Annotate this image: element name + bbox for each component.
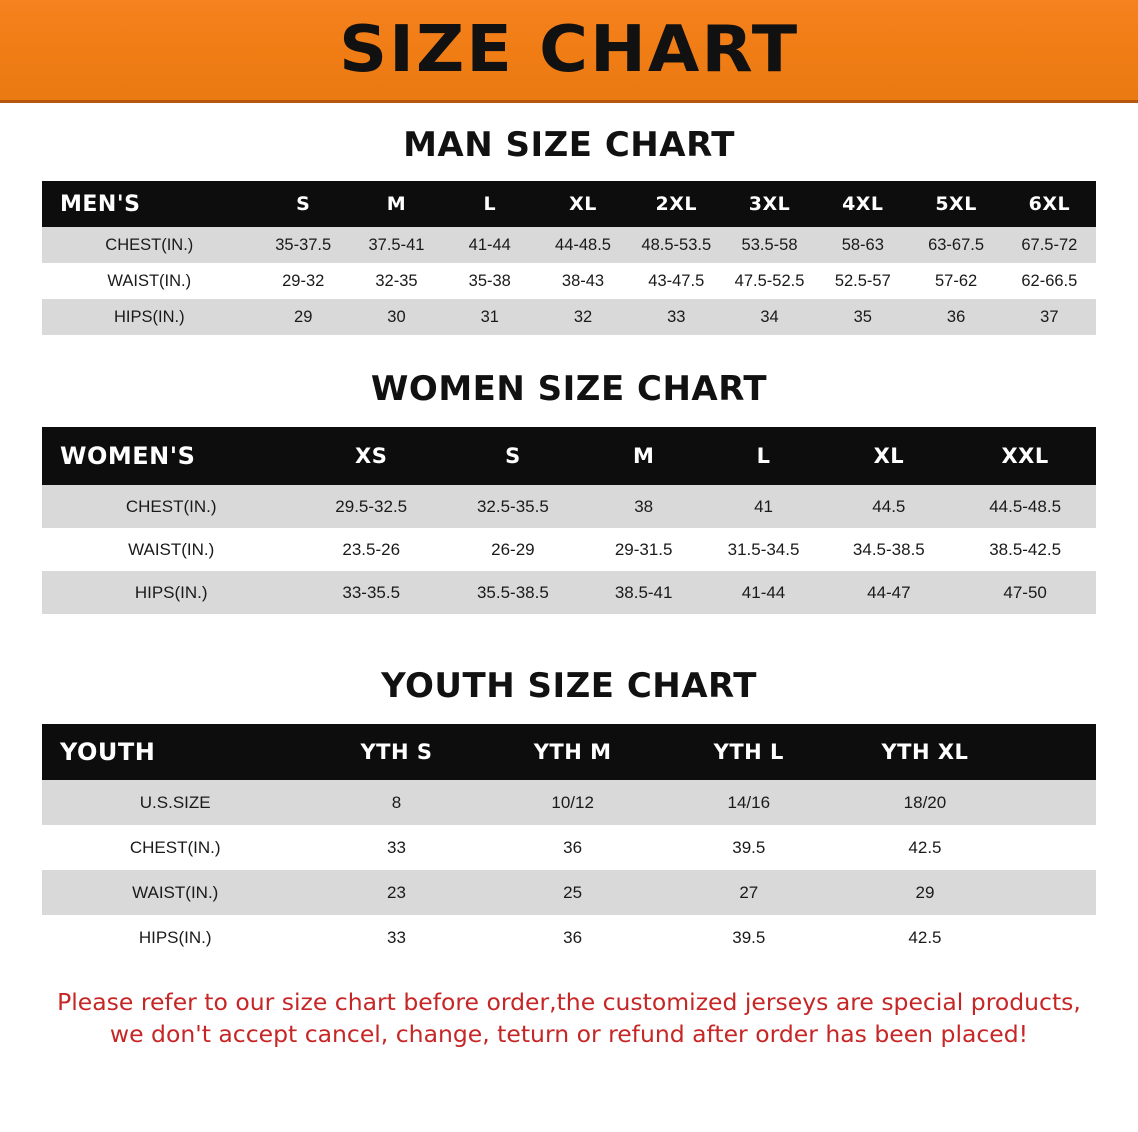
table-header-row [42, 724, 1096, 780]
man-table-wrap [42, 181, 1096, 335]
man-cell-0-4: 48.5-53.5 [641, 235, 712, 254]
women-cell-1-4: 34.5-38.5 [852, 539, 925, 559]
man-header-cell-1: S [296, 193, 311, 215]
youth-header-cell-4: YTH XL [881, 740, 969, 764]
table-row [42, 825, 1096, 870]
youth-cell-3-0: 33 [387, 927, 406, 947]
women-size-table [42, 427, 1096, 614]
youth-table-body [42, 780, 1096, 960]
youth-cell-1-1: 36 [563, 837, 583, 857]
women-table-wrap [42, 427, 1096, 614]
youth-cell-3-2: 39.5 [732, 927, 766, 947]
youth-header-cell-0: YOUTH [60, 738, 156, 766]
youth-row-0-label: U.S.SIZE [139, 792, 211, 812]
women-cell-0-2: 38 [634, 496, 654, 516]
policy-note-line-2: we don't accept cancel, change, teturn or refund after order has been placed! [109, 1020, 1029, 1049]
man-cell-1-5: 47.5-52.5 [734, 271, 805, 290]
man-cell-2-2: 31 [480, 307, 499, 326]
women-cell-2-0: 33-35.5 [342, 582, 401, 602]
youth-cell-1-2: 39.5 [732, 837, 766, 857]
youth-cell-3-3: 42.5 [908, 927, 942, 947]
table-row [42, 571, 1096, 614]
man-header-cell-6: 3XL [748, 193, 791, 215]
man-header-cell-3: L [483, 193, 497, 215]
policy-note-line-1: Please refer to our size chart before order,the customized jerseys are special products, [57, 988, 1081, 1016]
youth-cell-1-3: 42.5 [908, 837, 942, 857]
man-cell-2-3: 32 [573, 307, 593, 326]
man-header-cell-0: MEN'S [60, 191, 141, 217]
table-row [42, 299, 1096, 335]
women-row-1-label: WAIST(IN.) [128, 539, 215, 559]
youth-header-cell-3: YTH L [713, 740, 784, 764]
women-row-2-label: HIPS(IN.) [134, 582, 208, 602]
man-section-title: MAN SIZE CHART [403, 125, 735, 165]
man-cell-0-0: 35-37.5 [275, 235, 332, 254]
man-row-2-label: HIPS(IN.) [113, 307, 185, 326]
women-cell-1-2: 29-31.5 [614, 539, 673, 559]
man-cell-0-8: 67.5-72 [1021, 235, 1078, 254]
man-cell-1-3: 38-43 [561, 271, 605, 290]
man-cell-1-2: 35-38 [468, 271, 511, 290]
man-size-table [42, 181, 1096, 335]
women-cell-2-5: 47-50 [1003, 582, 1047, 602]
women-header-cell-2: S [505, 444, 521, 468]
women-cell-2-4: 44-47 [867, 582, 911, 602]
youth-cell-0-3: 18/20 [903, 792, 947, 812]
women-cell-1-0: 23.5-26 [342, 539, 401, 559]
women-cell-1-3: 31.5-34.5 [727, 539, 800, 559]
policy-note [40, 986, 1098, 1051]
man-cell-1-7: 57-62 [934, 271, 978, 290]
man-cell-0-3: 44-48.5 [555, 235, 611, 254]
man-header-cell-7: 4XL [842, 193, 884, 215]
man-cell-2-4: 33 [667, 307, 686, 326]
youth-cell-0-0: 8 [391, 792, 402, 812]
youth-cell-2-1: 25 [563, 882, 583, 902]
youth-header-cell-spacer [1013, 724, 1096, 780]
women-cell-1-5: 38.5-42.5 [989, 539, 1062, 559]
youth-cell-1-0: 33 [387, 837, 406, 857]
table-header-row [42, 427, 1096, 485]
women-section-title: WOMEN SIZE CHART [370, 369, 768, 409]
man-header-cell-4: XL [569, 193, 597, 215]
women-cell-0-5: 44.5-48.5 [989, 496, 1062, 516]
youth-cell-1-spacer [1013, 825, 1096, 870]
youth-cell-0-2: 14/16 [727, 792, 771, 812]
youth-cell-2-2: 27 [739, 882, 759, 902]
youth-cell-0-1: 10/12 [551, 792, 594, 812]
man-cell-0-5: 53.5-58 [741, 235, 798, 254]
women-cell-0-4: 44.5 [872, 496, 906, 516]
women-cell-0-0: 29.5-32.5 [335, 496, 408, 516]
youth-table-wrap [42, 724, 1096, 960]
man-cell-0-7: 63-67.5 [928, 235, 985, 254]
man-header-cell-8: 5XL [935, 193, 977, 215]
man-cell-2-7: 36 [946, 307, 966, 326]
table-row [42, 780, 1096, 825]
women-header-cell-4: L [756, 444, 771, 468]
page-title: SIZE CHART [338, 13, 800, 87]
table-row [42, 528, 1096, 571]
man-cell-2-6: 35 [853, 307, 872, 326]
man-cell-1-4: 43-47.5 [648, 271, 705, 290]
youth-size-table [42, 724, 1096, 960]
women-header-cell-3: M [632, 444, 655, 468]
man-cell-0-1: 37.5-41 [368, 235, 425, 254]
table-row [42, 870, 1096, 915]
youth-table-head [42, 724, 1096, 780]
women-cell-0-3: 41 [754, 496, 773, 516]
banner [0, 0, 1138, 103]
table-row [42, 485, 1096, 528]
youth-cell-3-spacer [1013, 915, 1096, 960]
women-header-cell-6: XXL [1001, 444, 1049, 468]
youth-cell-2-3: 29 [915, 882, 935, 902]
youth-row-3-label: HIPS(IN.) [138, 927, 212, 947]
women-cell-2-2: 38.5-41 [614, 582, 673, 602]
man-cell-0-2: 41-44 [468, 235, 511, 254]
man-cell-2-5: 34 [760, 307, 779, 326]
man-cell-2-8: 37 [1040, 307, 1059, 326]
man-cell-1-0: 29-32 [282, 271, 325, 290]
man-cell-1-6: 52.5-57 [834, 271, 891, 290]
women-header-cell-0: WOMEN'S [60, 442, 196, 470]
women-table-body [42, 485, 1096, 614]
women-header-cell-5: XL [873, 444, 905, 468]
man-header-cell-2: M [386, 193, 407, 215]
youth-cell-2-spacer [1013, 870, 1096, 915]
youth-header-cell-2: YTH M [533, 740, 612, 764]
women-cell-1-1: 26-29 [491, 539, 535, 559]
women-row-0-label: CHEST(IN.) [125, 496, 217, 516]
youth-row-2-label: WAIST(IN.) [132, 882, 219, 902]
table-header-row [42, 181, 1096, 227]
women-cell-0-1: 32.5-35.5 [476, 496, 549, 516]
man-header-cell-9: 6XL [1028, 193, 1071, 215]
women-header-cell-1: XS [355, 444, 388, 468]
women-cell-2-3: 41-44 [741, 582, 786, 602]
man-cell-1-8: 62-66.5 [1021, 271, 1078, 290]
man-cell-2-0: 29 [294, 307, 313, 326]
youth-header-cell-1: YTH S [360, 740, 433, 764]
women-table-head [42, 427, 1096, 485]
table-row [42, 915, 1096, 960]
youth-section-title: YOUTH SIZE CHART [381, 666, 757, 706]
man-cell-0-6: 58-63 [841, 235, 884, 254]
women-cell-2-1: 35.5-38.5 [476, 582, 549, 602]
youth-cell-0-spacer [1013, 780, 1096, 825]
table-row [42, 227, 1096, 263]
man-cell-2-1: 30 [387, 307, 406, 326]
youth-row-1-label: CHEST(IN.) [129, 837, 221, 857]
man-table-head [42, 181, 1096, 227]
man-row-0-label: CHEST(IN.) [105, 235, 194, 254]
table-row [42, 263, 1096, 299]
youth-cell-2-0: 23 [387, 882, 406, 902]
man-table-body [42, 227, 1096, 335]
man-header-cell-5: 2XL [655, 193, 698, 215]
man-row-1-label: WAIST(IN.) [107, 271, 192, 290]
youth-cell-3-1: 36 [563, 927, 583, 947]
man-cell-1-1: 32-35 [375, 271, 418, 290]
